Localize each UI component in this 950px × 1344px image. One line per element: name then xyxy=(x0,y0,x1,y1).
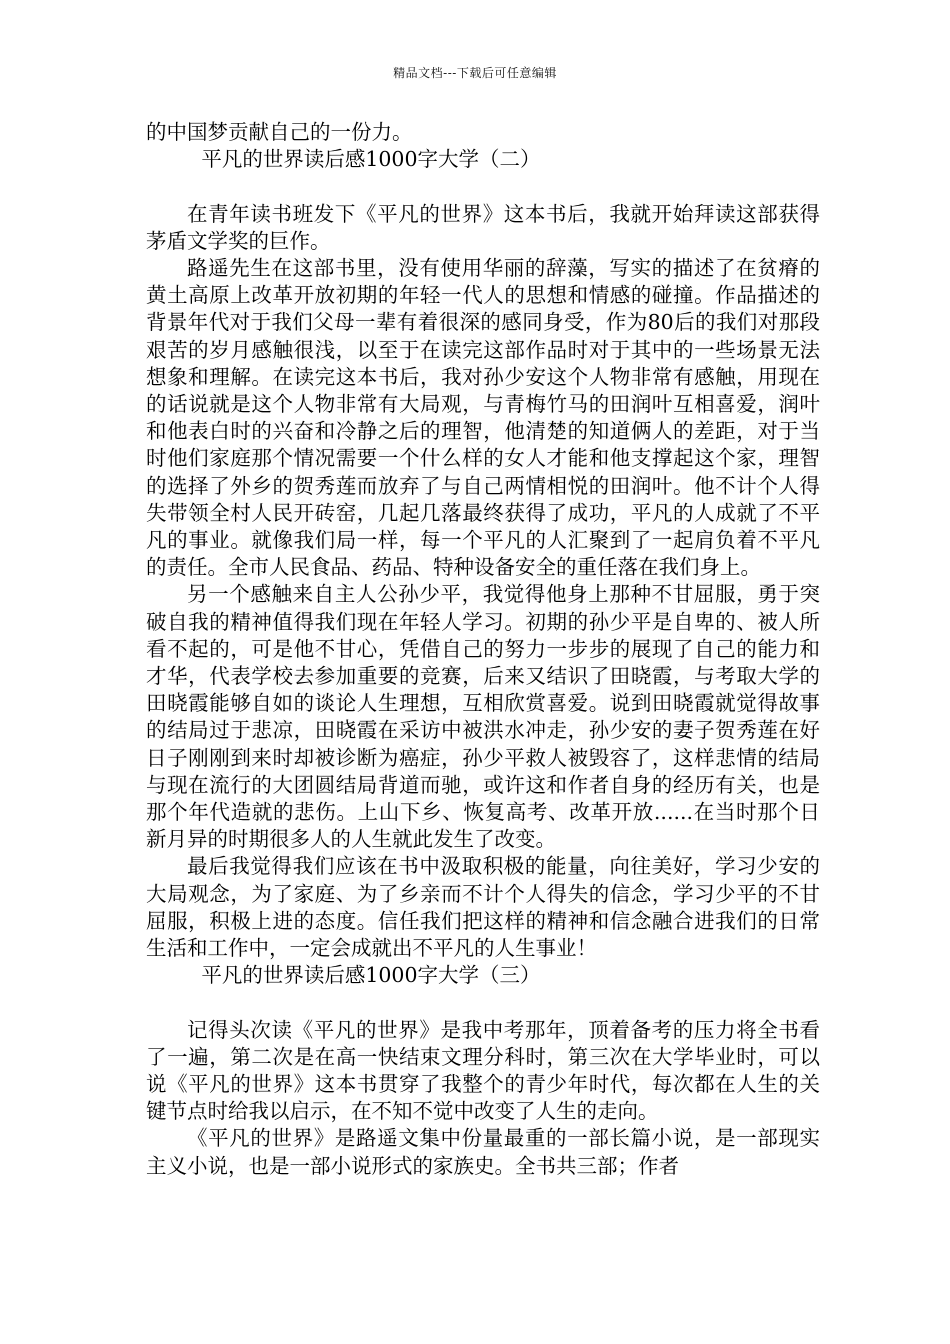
page-header: 精品文档---下载后可任意编辑 xyxy=(393,66,557,80)
document-body xyxy=(146,119,820,1180)
paragraph: 记得头次读《平凡的世界》是我中考那年，顶着备考的压力将全书看了一遍，第二次是在高一快结束文理分科时，第三次在大学毕业时，可以说《平凡的世界》这本书贯穿了我整个的青少年时代，每次都在人生的关键节点时给我以启示，在不知不觉中改变了人生的走向。 xyxy=(146,1017,820,1124)
section-title: 平凡的世界读后感1000字大学（二） xyxy=(201,147,541,172)
section-title: 平凡的世界读后感1000字大学（三） xyxy=(201,963,541,988)
paragraph: 最后我觉得我们应该在书中汲取积极的能量，向往美好，学习少安的大局观念，为了家庭、为了乡亲而不计个人得失的信念，学习少平的不甘屈服，积极上进的态度。信任我们把这样的精神和信念融合进我们的日常生活和工作中，一定会成就出不平凡的人生事业！ xyxy=(146,854,820,961)
paragraph: 在青年读书班发下《平凡的世界》这本书后，我就开始拜读这部获得茅盾文学奖的巨作。 xyxy=(146,201,820,253)
paragraph: 的中国梦贡献自己的一份力。 xyxy=(146,120,413,144)
paragraph: 路遥先生在这部书里，没有使用华丽的辞藻，写实的描述了在贫瘠的黄土高原上改革开放初期的年轻一代人的思想和情感的碰撞。作品描述的背景年代对于我们父母一辈有着很深的感同身受，作为80后的我们对那段艰苦的岁月感触很浅，以至于在读完这部作品时对于其中的一些场景无法想象和理解。在读完这本书后，我对孙少安这个人物非常有感触，用现在的话说就是这个人物非常有大局观，与青梅竹马的田润叶互相喜爱，润叶和他表白时的兴奋和冷静之后的理智，他清楚的知道俩人的差距，对于当时他们家庭那个情况需要一个什么样的女人才能和他支撑起这个家，理智的选择了外乡的贺秀莲而放弃了与自己两情相悦的田润叶。他不计个人得失带领全村人民开砖窑，几起几落最终获得了成功，平凡的人成就了不平凡的事业。就像我们局一样，每一个平凡的人汇聚到了一起肩负着不平凡的责任。全市人民食品、药品、特种设备安全的重任落在我们身上。 xyxy=(146,256,820,580)
paragraph: 另一个感触来自主人公孙少平，我觉得他身上那种不甘屈服，勇于突破自我的精神值得我们现在年轻人学习。初期的孙少平是自卑的、被人所看不起的，可是他不甘心，凭借自己的努力一步步的展现了自己的能力和才华，代表学校去参加重要的竞赛，后来又结识了田晓霞，与考取大学的田晓霞能够自如的谈论人生理想，互相欣赏喜爱。说到田晓霞就觉得故事的结局过于悲凉，田晓霞在采访中被洪水冲走，孙少安的妻子贺秀莲在好日子刚刚到来时却被诊断为癌症，孙少平救人被毁容了，这样悲情的结局与现在流行的大团圆结局背道而驰，或许这和作者自身的经历有关，也是那个年代造就的悲伤。上山下乡、恢复高考、改革开放......在当时那个日新月异的时期很多人的人生就此发生了改变。 xyxy=(146,582,820,852)
paragraph: 《平凡的世界》是路遥文集中份量最重的一部长篇小说，是一部现实主义小说，也是一部小说形式的家族史。全书共三部；作者 xyxy=(146,1126,820,1178)
blank-line xyxy=(146,173,820,200)
blank-line xyxy=(146,989,820,1016)
